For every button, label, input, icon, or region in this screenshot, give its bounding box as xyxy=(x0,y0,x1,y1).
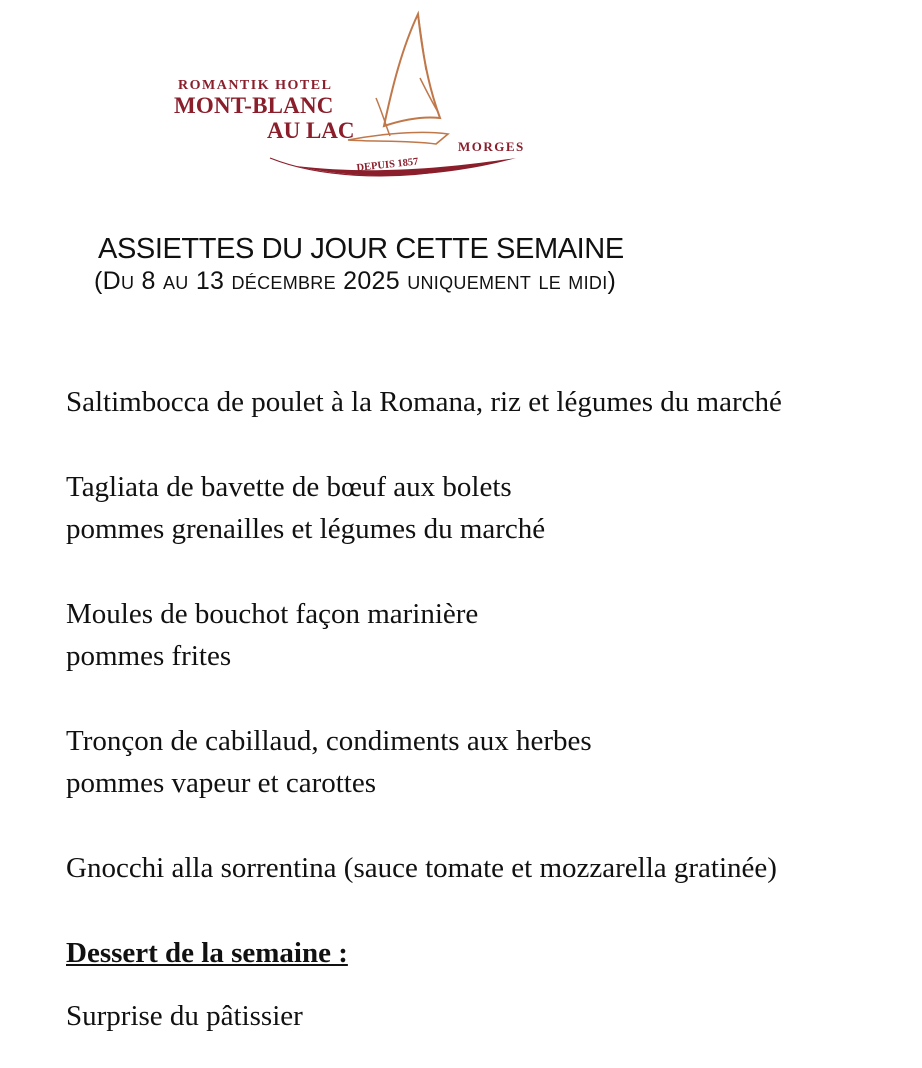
dish-item xyxy=(66,381,916,423)
dish-list xyxy=(66,381,916,1037)
dish-line: Gnocchi alla sorrentina (sauce tomate et mozzarella gratinée) xyxy=(66,852,777,884)
dish-line: Saltimbocca de poulet à la Romana, riz et légumes du marché xyxy=(66,386,782,418)
logo-name-line1: MONT-BLANC xyxy=(174,93,334,118)
dish-item xyxy=(66,847,916,889)
dish-item xyxy=(66,593,916,677)
dish-line: pommes grenailles et légumes du marché xyxy=(66,513,546,545)
logo-since: DEPUIS 1857 xyxy=(356,156,419,174)
logo-name-line2: AU LAC xyxy=(267,118,355,143)
page-subtitle: (Du 8 au 13 décembre 2025 uniquement le midi) xyxy=(94,267,617,295)
dessert-item: Surprise du pâtissier xyxy=(66,1000,303,1032)
logo-location: MORGES xyxy=(458,139,525,154)
dish-line: Tronçon de cabillaud, condiments aux herbes xyxy=(66,725,592,757)
menu-heading xyxy=(94,232,898,296)
dish-line: pommes frites xyxy=(66,640,232,672)
dish-line: Tagliata de bavette de bœuf aux bolets xyxy=(66,471,512,503)
logo-subtitle: ROMANTIK HOTEL xyxy=(178,78,333,93)
dish-item xyxy=(66,720,916,804)
dish-line: pommes vapeur et carottes xyxy=(66,767,377,799)
dish-line: Moules de bouchot façon marinière xyxy=(66,598,479,630)
hotel-logo xyxy=(170,8,550,188)
dessert-title: Dessert de la semaine : xyxy=(66,937,348,969)
page-title: ASSIETTES DU JOUR CETTE SEMAINE xyxy=(98,233,624,265)
dish-item xyxy=(66,466,916,550)
